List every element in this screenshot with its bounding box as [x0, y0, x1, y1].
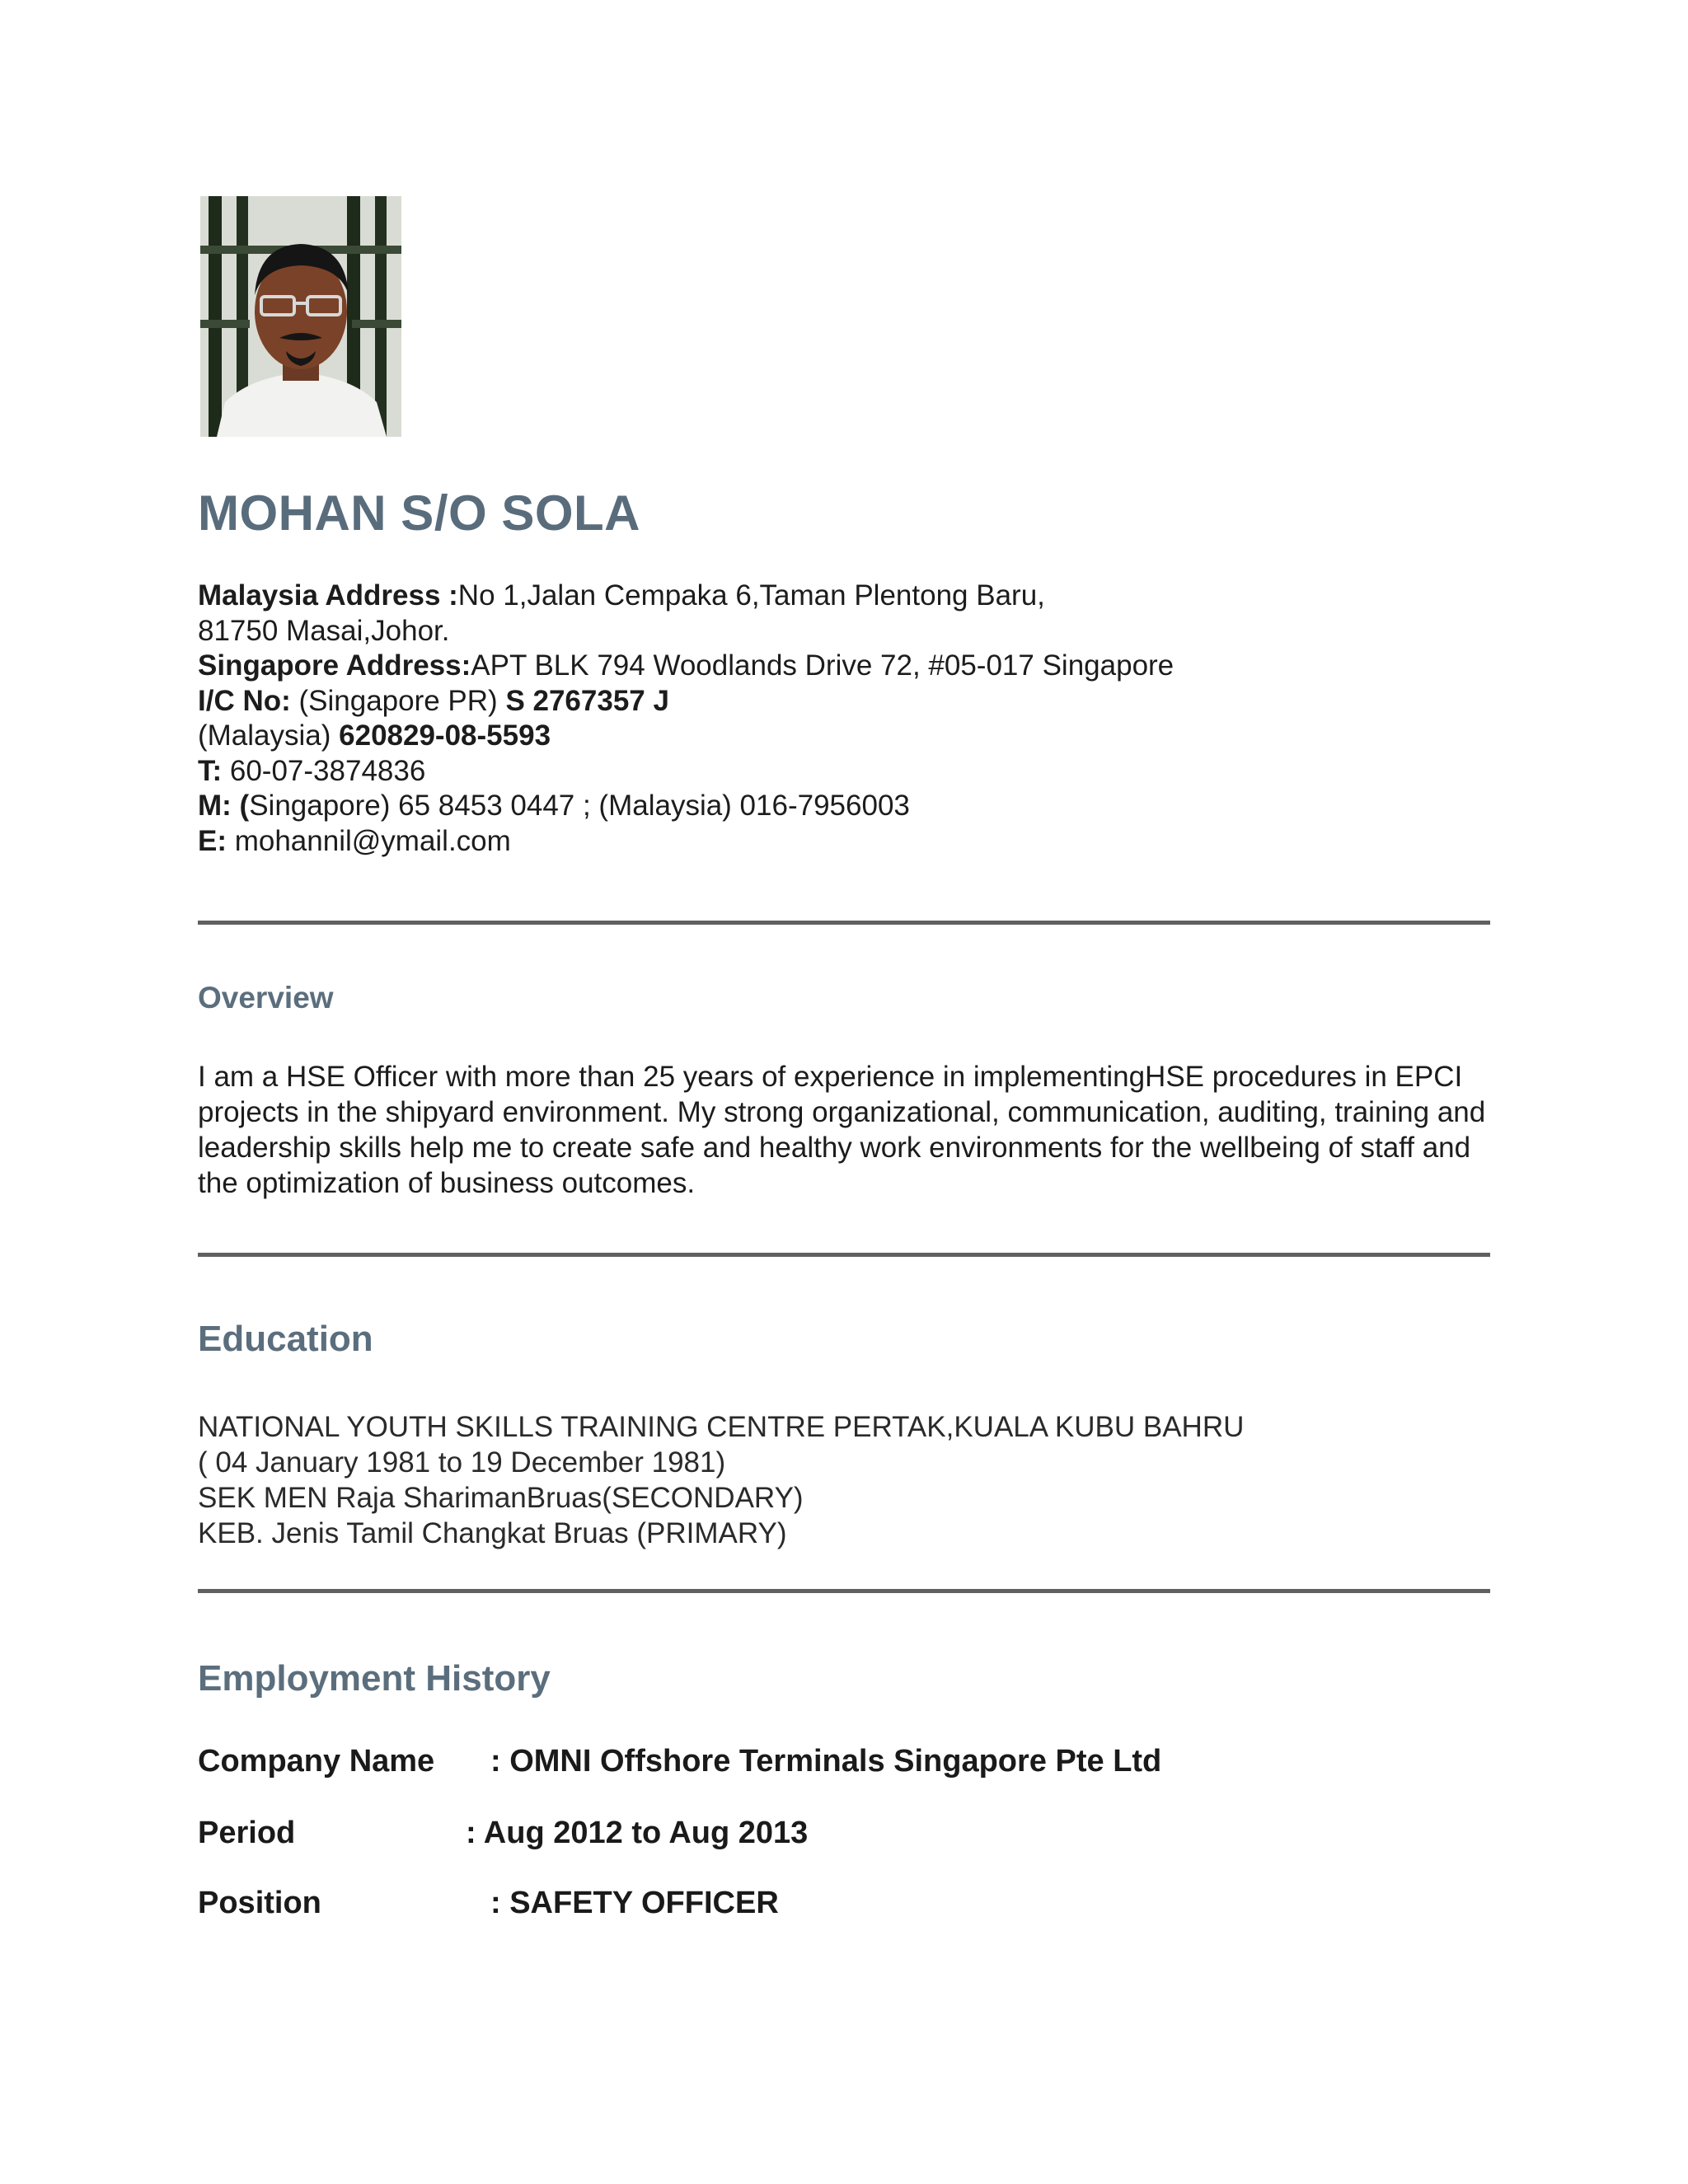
singapore-address-value: APT BLK 794 Woodlands Drive 72, #05-017 Singapore [471, 649, 1175, 682]
divider [198, 1253, 1490, 1257]
ic-number-malaysia [198, 719, 1500, 754]
ic-singapore-value: S 2767357 J [505, 684, 669, 717]
education-item: ( 04 January 1981 to 19 December 1981) [198, 1446, 726, 1479]
email-value[interactable]: mohannil@ymail.com [227, 824, 511, 857]
overview-text: I am a HSE Officer with more than 25 years of experience in implementingHSE procedures in EPCI projects in the shipyard environment. My strong organizational, communication, auditing, training and leadership skills help me to create safe and healthy work environments for the wellbeing of staff and the optimization of business outcomes. [198, 1061, 1486, 1199]
telephone-value: 60-07-3874836 [222, 754, 426, 787]
candidate-name: MOHAN S/O SOLA [198, 485, 641, 541]
education-list [198, 1409, 1500, 1551]
portrait-illustration [200, 196, 401, 437]
singapore-address [198, 649, 1500, 684]
company-value: : OMNI Offshore Terminals Singapore Pte Ltd [490, 1744, 1162, 1779]
position-label: Position [198, 1886, 321, 1920]
profile-photo [200, 196, 401, 437]
ic-number-singapore [198, 684, 1500, 719]
telephone-label: T: [198, 754, 223, 787]
mobile-label: M: ( [198, 790, 250, 822]
position-value: : SAFETY OFFICER [490, 1886, 779, 1920]
education-item: KEB. Jenis Tamil Changkat Bruas (PRIMARY) [198, 1517, 787, 1549]
education-heading: Education [198, 1319, 373, 1359]
email [198, 824, 1500, 860]
ic-singapore-prefix: (Singapore PR) [290, 684, 506, 717]
overview-heading: Overview [198, 981, 334, 1015]
malaysia-address [198, 579, 1500, 614]
singapore-address-label: Singapore Address: [198, 649, 471, 682]
employment-heading: Employment History [198, 1658, 551, 1699]
malaysia-address-line2: 81750 Masai,Johor. [198, 614, 450, 647]
malaysia-address-line1: No 1,Jalan Cempaka 6,Taman Plentong Baru, [457, 579, 1045, 612]
mobile [198, 789, 1500, 824]
period-label: Period [198, 1816, 296, 1850]
ic-malaysia-value: 620829-08-5593 [339, 719, 551, 752]
contact-block [198, 579, 1500, 859]
malaysia-address-label: Malaysia Address : [198, 579, 458, 612]
divider [198, 1589, 1490, 1593]
company-label: Company Name [198, 1744, 435, 1779]
period-value: : Aug 2012 to Aug 2013 [466, 1816, 809, 1850]
ic-label: I/C No: [198, 684, 291, 717]
mobile-value: Singapore) 65 8453 0447 ; (Malaysia) 016-7956003 [249, 790, 910, 822]
education-item: NATIONAL YOUTH SKILLS TRAINING CENTRE PERTAK,KUALA KUBU BAHRU [198, 1411, 1245, 1443]
divider [198, 921, 1490, 925]
telephone [198, 754, 1500, 790]
email-label: E: [198, 824, 227, 857]
ic-malaysia-prefix: (Malaysia) [198, 719, 340, 752]
education-item: SEK MEN Raja SharimanBruas(SECONDARY) [198, 1482, 804, 1514]
